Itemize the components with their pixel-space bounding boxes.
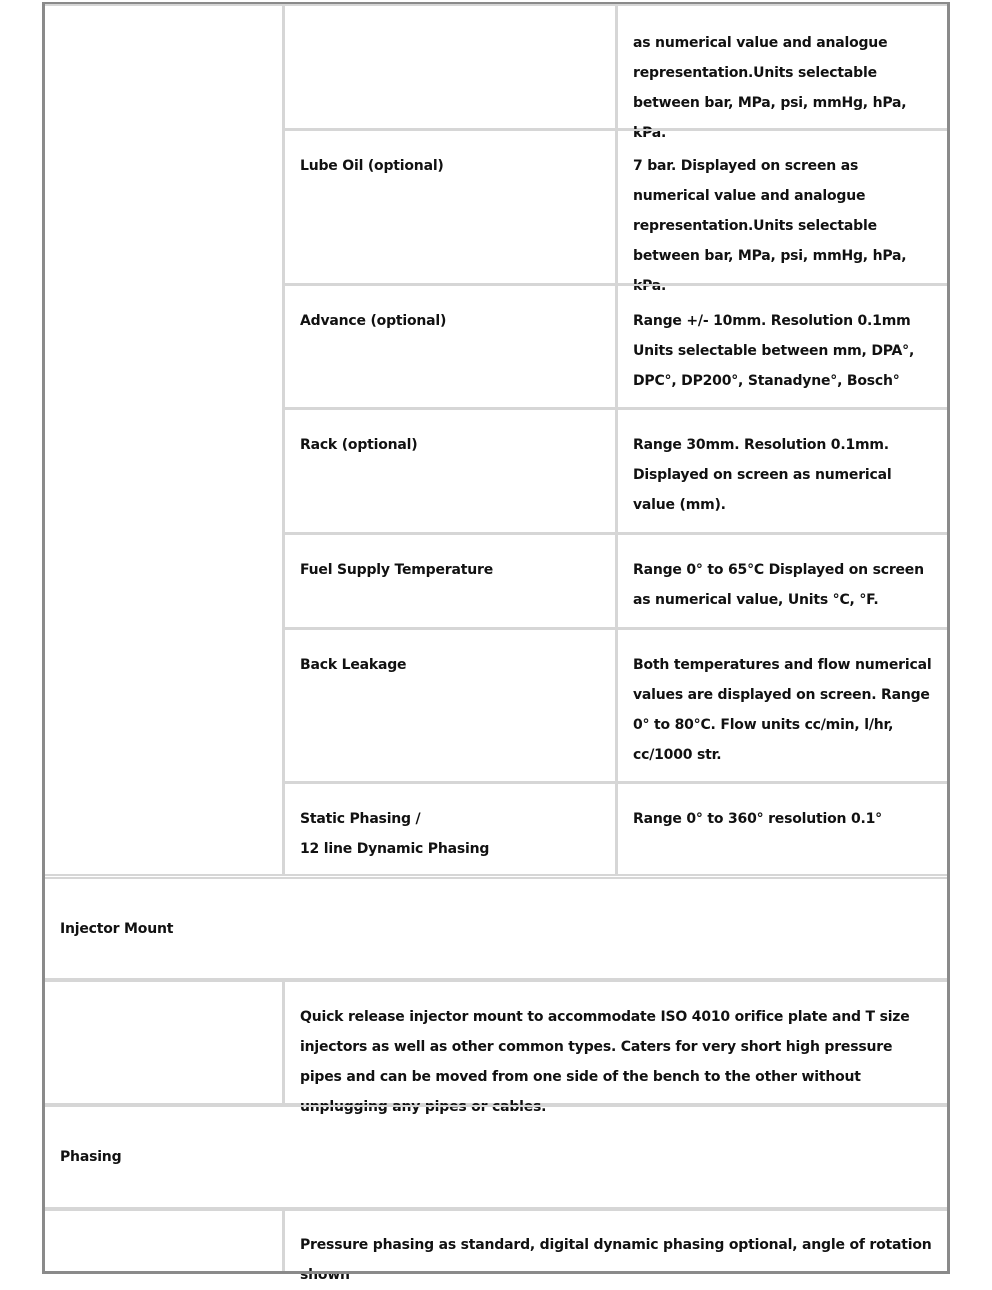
spec-label: Lube Oil (optional) xyxy=(300,158,444,174)
spec-value: Range +/- 10mm. Resolution 0.1mm Units selectable between mm, DPA°, DPC°, DP200°, Stanadyne°, Bosch° xyxy=(633,313,915,389)
phasing-description: Pressure phasing as standard, digital dynamic phasing optional, angle of rotation shown xyxy=(300,1237,932,1283)
spec-label-line: Static Phasing / xyxy=(300,811,421,827)
spec-label: Rack (optional) xyxy=(300,437,418,453)
spec-value: 7 bar. Displayed on screen as numerical value and analogue representation.Units selectable between bar, MPa, psi, mmHg, hPa, kPa. xyxy=(633,158,907,294)
spec-value: Both temperatures and flow numerical values are displayed on screen. Range 0° to 80°C. Flow units cc/min, l/hr, cc/1000 str. xyxy=(633,657,932,763)
spec-label: Advance (optional) xyxy=(300,313,447,329)
spec-label-line: 12 line Dynamic Phasing xyxy=(300,841,490,857)
spec-value: Range 0° to 65°C Displayed on screen as numerical value, Units °C, °F. xyxy=(633,562,924,608)
table-bottom-border xyxy=(42,1271,950,1274)
spec-label: Fuel Supply Temperature xyxy=(300,562,493,578)
spec-value: as numerical value and analogue representation.Units selectable between bar, MPa, psi, mmHg, hPa, kPa. xyxy=(633,35,907,141)
spec-value: Range 30mm. Resolution 0.1mm. Displayed on screen as numerical value (mm). xyxy=(633,437,892,513)
injector-mount-description: Quick release injector mount to accommodate ISO 4010 orifice plate and T size injectors as well as other common types. Caters for very short high pressure pipes and can be moved from one side of the bench to the other without unplugging any pipes or cables. xyxy=(300,1009,910,1115)
section-title: Phasing xyxy=(60,1149,122,1165)
spec-value: Range 0° to 360° resolution 0.1° xyxy=(633,811,882,827)
spec-label: Back Leakage xyxy=(300,657,407,673)
section-title: Injector Mount xyxy=(60,920,174,937)
table-side-borders xyxy=(42,2,950,1274)
